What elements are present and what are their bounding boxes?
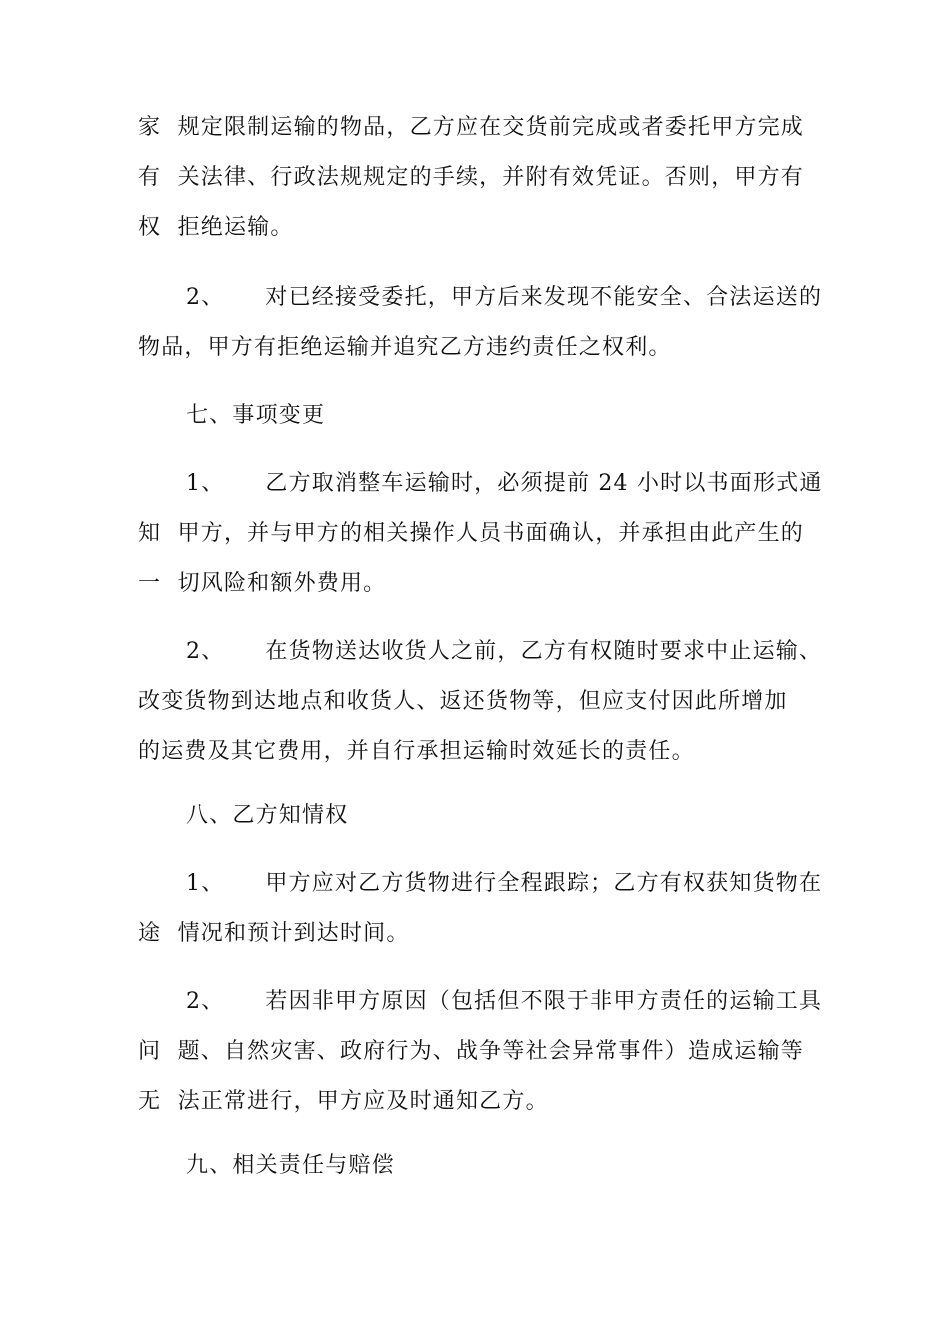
text-line: 权 拒绝运输。 [138,215,294,240]
text-line: 2、 在货物送达收货人之前，乙方有权随时要求中止运输、 [186,639,823,664]
text-line: 2、 对已经接受委托，甲方后来发现不能安全、合法运送的 [186,285,823,310]
text-line: 1、 甲方应对乙方货物进行全程跟踪；乙方有权获知货物在 [186,871,823,896]
text-line: 2、 若因非甲方原因（包括但不限于非甲方责任的运输工具 [186,989,823,1014]
text-line: 的运费及其它费用，并自行承担运输时效延长的责任。 [138,739,695,764]
text-line: 问 题、自然灾害、政府行为、战争等社会异常事件）造成运输等 [138,1039,804,1064]
text-line: 物品，甲方有拒绝运输并追究乙方违约责任之权利。 [138,335,672,360]
text-line: 无 法正常进行，甲方应及时通知乙方。 [138,1089,549,1114]
text-line: 1、 乙方取消整车运输时，必须提前 24 小时以书面形式通 [186,471,823,496]
text-line: 知 甲方，并与甲方的相关操作人员书面确认，并承担由此产生的 [138,521,804,546]
text-line: 途 情况和预计到达时间。 [138,921,410,946]
section-heading: 九、相关责任与赔偿 [186,1153,395,1178]
section-heading: 七、事项变更 [186,403,326,428]
text-line: 改变货物到达地点和收货人、返还货物等，但应支付因此所增加 [138,689,788,714]
text-line: 一 切风险和额外费用。 [138,571,387,596]
text-line: 家 规定限制运输的物品，乙方应在交货前完成或者委托甲方完成 [138,115,804,140]
section-heading: 八、乙方知情权 [186,803,349,828]
text-line: 有 关法律、行政法规规定的手续，并附有效凭证。否则，甲方有 [138,165,804,190]
